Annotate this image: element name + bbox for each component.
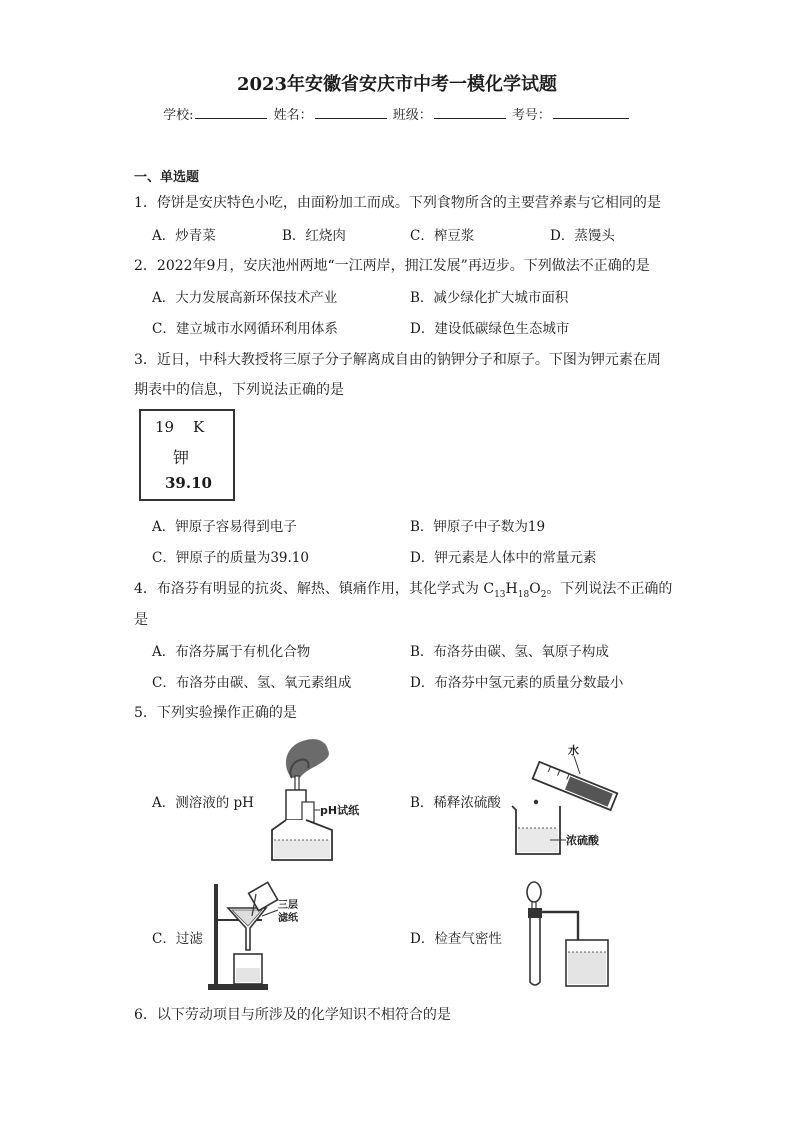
school-blank [195,105,267,119]
stopper [528,908,542,918]
question-1-option-c: C．榨豆浆 [410,228,475,244]
question-5-option-c: C．过滤 [152,931,203,947]
question-2-option-d: D．建设低碳绿色生态城市 [410,321,570,337]
formula-sub-c: 13 [494,589,506,600]
question-2-option-c: C．建立城市水网循环利用体系 [152,321,338,337]
question-1-option-b: B．红烧肉 [282,228,346,244]
school-label: 学校: [163,108,194,123]
question-3-option-b: B．钾原子中子数为19 [410,519,546,535]
acid-label: 浓硫酸 [566,834,599,847]
name-label: 姓名： [273,108,313,123]
question-4-option-a: A．布洛芬属于有机化合物 [152,644,311,660]
question-3-stem-line-2: 期表中的信息，下列说法正确的是 [134,382,344,398]
question-2-option-b: B．减少绿化扩大城市面积 [410,290,569,306]
formula-o: O [529,581,541,597]
question-4-stem-line-2: 是 [134,612,148,628]
potassium-element-card [139,409,235,501]
formula-h: H [505,581,518,597]
ph-paper-strip [302,802,314,822]
water-label: 水 [568,744,579,757]
question-4-option-b: B．布洛芬由碳、氢、氧原子构成 [410,644,609,660]
question-1-option-d: D．蒸馒头 [550,228,615,244]
stand-rod [214,884,218,984]
class-label: 班级： [392,108,432,123]
question-4-stem-b: 。下列说法不正确的 [546,581,673,597]
test-tube [530,918,540,985]
question-5-option-a: A．测溶液的 pH [152,795,254,811]
exam-no-blank [553,105,629,119]
question-3-option-d: D．钾元素是人体中的常量元素 [410,550,597,566]
question-4-option-d: D．布洛芬中氢元素的质量分数最小 [410,675,624,691]
student-info-line [0,104,794,123]
question-5-stem: 5．下列实验操作正确的是 [134,705,297,721]
question-6-stem: 6．以下劳动项目与所涉及的化学知识不相符合的是 [134,1007,451,1023]
dropper-bulb [527,882,541,902]
water-leader [574,756,580,774]
solution-fill [274,840,330,858]
graduated-cylinder [533,762,618,810]
dilute-acid-figure [510,740,622,862]
hand-shape [286,739,329,780]
question-5-option-b: B．稀释浓硫酸 [410,795,501,811]
name-blank [315,105,387,119]
question-5-option-d: D．检查气密性 [410,931,502,947]
question-1-stem: 1．侉饼是安庆特色小吃，由面粉加工而成。下列食物所含的主要营养素与它相同的是 [134,195,661,211]
exam-no-label: 考号： [511,108,551,123]
question-3-option-c: C．钾原子的质量为39.10 [152,550,309,566]
airtightness-figure [522,878,614,990]
question-3-option-a: A．钾原子容易得到电子 [152,519,297,535]
ph-test-figure [262,736,378,864]
atomic-number: 19 [155,418,175,436]
formula-sub-h: 18 [517,589,530,600]
element-symbol: K [193,418,205,436]
water-fill [568,952,606,984]
drop-1 [534,800,538,804]
page-title: 2023年安徽省安庆市中考一模化学试题 [236,74,558,95]
section-title: 一、单选题 [134,170,200,185]
formula-sub-o: 2 [540,589,547,600]
atomic-mass: 39.10 [165,474,212,492]
filter-paper-label-2: 滤纸 [278,913,298,924]
question-1-option-a: A．炒青菜 [152,228,216,244]
question-4-option-c: C．布洛芬由碳、氢、氧元素组成 [152,675,352,691]
question-4-stem-a: 4．布洛芬有明显的抗炎、解热、镇痛作用，其化学式为 C [134,581,495,597]
question-4-stem-line-1 [134,578,672,600]
element-name: 钾 [173,448,190,467]
stand-base [208,984,268,990]
filtration-figure [206,880,302,994]
question-2-stem: 2．2022年9月，安庆池州两地“一江两岸，拥江发展”再迈步。下列做法不正确的是 [134,258,650,274]
pouring-beaker [249,882,278,910]
filter-paper-label-1: 三层 [278,900,298,911]
filtrate-fill [236,968,260,982]
ph-paper-label: pH试纸 [320,804,360,817]
question-2-option-a: A．大力发展高新环保技术产业 [152,290,338,306]
question-3-stem-line-1: 3．近日，中科大教授将三原子分子解离成自由的钠钾分子和原子。下图为钾元素在周 [134,352,661,368]
class-blank [434,105,506,119]
